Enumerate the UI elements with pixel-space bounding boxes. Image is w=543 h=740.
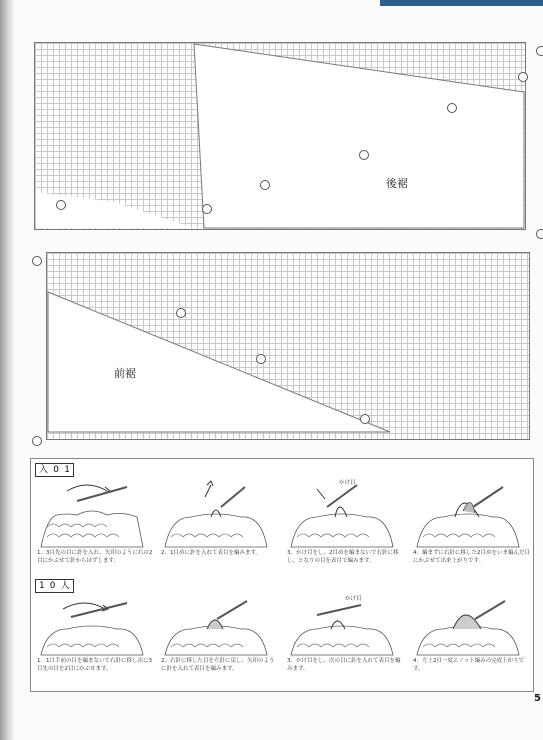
knit-illustration	[413, 595, 523, 657]
row-marker	[360, 414, 370, 424]
step-2-4-text: 4．左上2目一度とノット編みの完成上がりです。	[413, 658, 525, 672]
step-1-1-text: 1．3目先の目に針を入れ、矢印のように右の2目にかぶせて針からはずします。	[37, 550, 153, 564]
step-2-2-text: 2．右針に移した目を左針に戻し、矢印のように針を入れて表目を編みます。	[161, 658, 275, 672]
row-marker	[536, 46, 543, 56]
knit-illustration	[37, 595, 147, 657]
step-2-3	[287, 595, 405, 673]
book-spine	[0, 0, 14, 740]
yarn-over-note: かけ目	[345, 596, 362, 602]
step-2-1-text: 1．1目手前の目を編まないで右針に移し次に3目先の目を2目にかぶせます。	[37, 658, 152, 672]
stitch-diagram-panel	[30, 458, 534, 692]
page-number: 5	[534, 693, 541, 704]
row-marker	[518, 72, 528, 82]
row-marker	[256, 354, 266, 364]
step-2-2	[161, 595, 279, 673]
step-1-2	[161, 477, 279, 557]
step-1-4	[413, 477, 531, 565]
row-marker	[536, 229, 543, 239]
top-accent-bar	[380, 0, 543, 6]
knit-illustration	[161, 477, 271, 549]
step-1-3	[287, 477, 405, 565]
knit-illustration	[287, 477, 397, 549]
row-marker	[202, 204, 212, 214]
step-2-4	[413, 595, 531, 673]
row-marker	[176, 308, 186, 318]
row-marker	[32, 256, 42, 266]
row-marker	[32, 436, 42, 446]
step-1-1	[37, 477, 155, 565]
knit-illustration	[413, 477, 523, 549]
step-1-3-text: 3．かけ目をし、2目めを編まないで右針に移し、となりの目を表目で編みます。	[287, 550, 399, 564]
yarn-over-note: かけ目	[339, 480, 356, 486]
front-chart-label: 前裾	[114, 367, 136, 380]
knit-illustration	[161, 595, 271, 657]
knit-illustration	[37, 477, 147, 549]
knit-illustration	[287, 595, 397, 657]
back-hem-chart	[34, 42, 526, 238]
row-marker	[359, 150, 369, 160]
step-1-4-text: 4．編まずに右針に移した2目めをいま編んだ目にかぶせて出来上がりです。	[413, 550, 531, 564]
step-2-1	[37, 595, 155, 673]
row-marker	[447, 103, 457, 113]
symbol-box-2: 1 O 人	[35, 579, 74, 593]
row-marker	[260, 180, 270, 190]
step-1-2-text: 2．1目めに針を入れて表目を編みます。	[161, 550, 262, 556]
symbol-box-1: 入 O 1	[35, 463, 74, 477]
front-hem-chart	[30, 252, 530, 448]
front-chart-white-mask	[30, 252, 530, 448]
step-2-3-text: 3．かけ目をし、次の目に針を入れて表目を編みます。	[287, 658, 401, 672]
back-chart-white-mask	[34, 42, 526, 238]
back-chart-label: 後裾	[386, 177, 408, 190]
row-marker	[56, 200, 66, 210]
